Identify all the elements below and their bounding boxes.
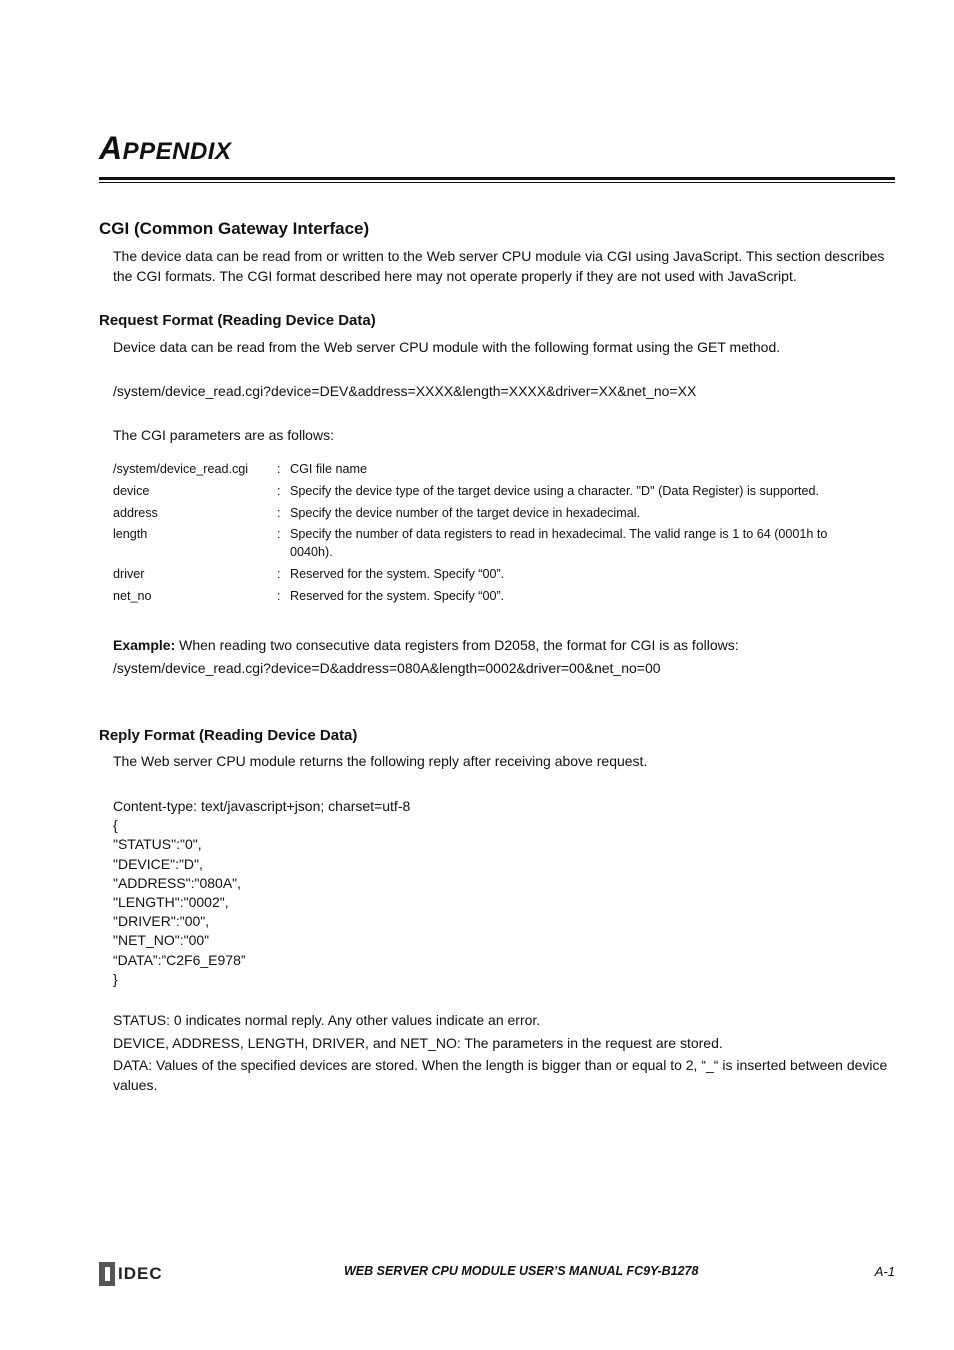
idec-logo-mark-icon [99,1262,115,1286]
request-format: /system/device_read.cgi?device=DEV&address=XXXX&length=XXXX&driver=XX&net_no=XX [113,383,697,399]
param-colon: : [277,483,281,498]
reply-note-data: DATA: Values of the specified devices are stored. When the length is bigger than or equal to 2, “_“ is inserted between device values. [113,1057,888,1093]
param-desc: Specify the device type of the target device using a character. "D" (Data Register) is supported. [290,483,820,498]
reply-note-params: DEVICE, ADDRESS, LENGTH, DRIVER, and NET_NO: The parameters in the request are stored. [113,1035,723,1051]
param-name: length [113,527,148,542]
request-intro: Device data can be read from the Web server CPU module with the following format using the GET method. [113,339,781,355]
param-row [113,482,873,500]
param-name: address [113,505,158,520]
reply-note-status: STATUS: 0 indicates normal reply. Any other values indicate an error. [113,1012,541,1028]
chapter-rule-thin [99,182,895,183]
param-row [113,587,873,605]
footer-manual-title: WEB SERVER CPU MODULE USER’S MANUAL FC9Y-B1278 [344,1264,699,1278]
param-name: device [113,483,150,498]
param-colon: : [277,505,281,520]
param-desc: Reserved for the system. Specify “00”. [290,588,505,603]
idec-logo [99,1262,163,1286]
section-intro: The device data can be read from or written to the Web server CPU module via CGI using JavaScript. This section describes the CGI formats. The CGI format described here may not operate properly if they are not used with JavaScript. [113,248,885,284]
param-row [113,525,873,561]
param-name: driver [113,567,145,582]
reply-body: Content-type: text/javascript+json; charset=utf-8 { "STATUS":"0", "DEVICE":"D", "ADDRESS":"080A", "LENGTH":"0002", "DRIVER":"00", "NET_NO":"00" “DATA”:”C2F6_E978” } [113,798,411,987]
example-format: /system/device_read.cgi?device=D&address=080A&length=0002&driver=00&net_no=00 [113,660,661,676]
footer-page-number: A-1 [874,1264,895,1279]
param-row [113,565,873,583]
chapter-title-rest: PPENDIX [122,138,232,165]
example-line [113,636,898,656]
request-heading: Request Format (Reading Device Data) [99,312,376,329]
param-colon: : [277,588,281,603]
param-colon: : [277,527,281,542]
section-heading: CGI (Common Gateway Interface) [99,219,370,238]
chapter-rule-thick [99,177,895,180]
param-desc: Specify the number of data registers to read in hexadecimal. The valid range is 1 to 64 (0001h to 0040h). [290,527,828,560]
chapter-title [99,132,231,164]
example-label: Example: [113,637,176,653]
param-colon: : [277,567,281,582]
chapter-title-initial: A [99,130,123,166]
example-text: When reading two consecutive data registers from D2058, the format for CGI is as follows: [175,637,739,653]
param-name: /system/device_read.cgi [113,462,249,476]
param-row [113,504,873,522]
reply-heading: Reply Format (Reading Device Data) [99,727,358,744]
params-intro: The CGI parameters are as follows: [113,427,334,443]
reply-intro: The Web server CPU module returns the following reply after receiving above request. [113,753,648,769]
params-table [113,460,873,609]
param-desc: Specify the device number of the target device in hexadecimal. [290,505,641,520]
param-desc: CGI file name [290,462,367,476]
param-row [113,460,873,478]
param-name: net_no [113,588,152,603]
param-desc: Reserved for the system. Specify “00”. [290,567,505,582]
param-colon: : [277,462,281,476]
idec-logo-text: IDEC [118,1264,163,1283]
